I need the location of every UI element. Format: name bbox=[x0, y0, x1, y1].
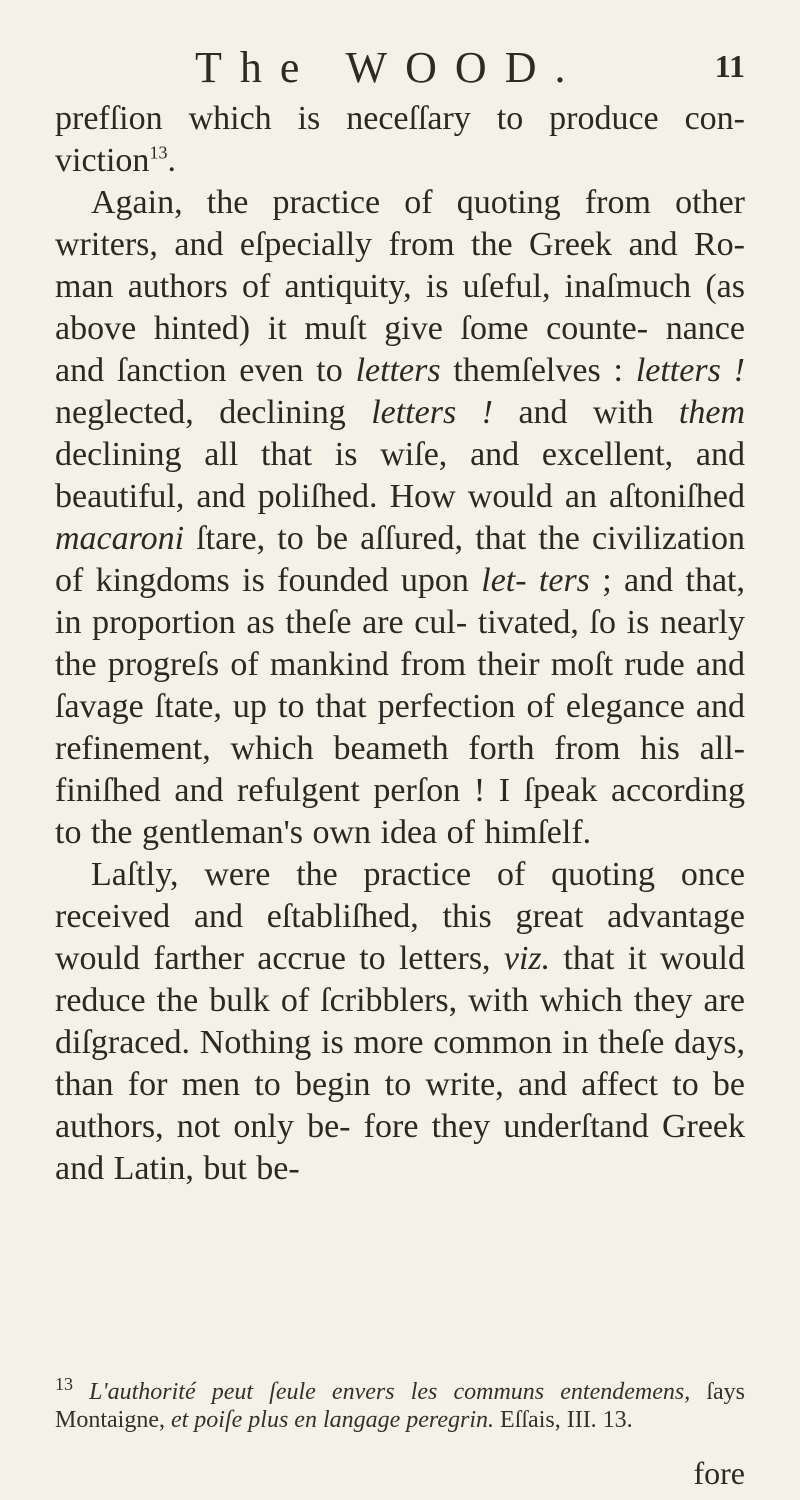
running-title: The WOOD. bbox=[195, 43, 584, 92]
footnote-quote-continued: et poiſe plus en langage peregrin. bbox=[170, 1407, 495, 1433]
paragraph-text: that it would reduce the bulk of ſcribblers, with which they are diſgraced. Nothing is more common in theſe days, than for men to begin to write, and affect to be authors, not only be- fore they underſtand Greek and Latin, but be- bbox=[55, 940, 745, 1187]
footnote bbox=[55, 1374, 745, 1434]
paragraph-text: declining all that is wiſe, and excellent, and beautiful, and poliſhed. How would an aſtoniſhed bbox=[55, 436, 745, 515]
paragraph-text: themſelves : bbox=[440, 352, 636, 389]
italic-term: macaroni bbox=[55, 520, 185, 557]
footnote-quote: L'authorité peut ſeule envers les communs entendemens, bbox=[89, 1379, 691, 1405]
paragraph-text: prefſion which is neceſſary to produce con- viction bbox=[55, 100, 745, 179]
italic-term: them bbox=[678, 394, 745, 431]
footnote-reference: 13 bbox=[149, 142, 168, 163]
footnote-marker: 13 bbox=[55, 1374, 73, 1394]
catchword: fore bbox=[693, 1455, 745, 1491]
paragraph-text: neglected, declining bbox=[55, 394, 372, 431]
paragraph-text: . bbox=[167, 142, 176, 179]
paragraph-text: ſtare, to be aſſured, that the civilization of kingdoms is founded upon bbox=[55, 520, 745, 599]
paragraph-text: ; and that, in proportion as theſe are cul- tivated, ſo is nearly the progreſs of mankind from their moſt rude and ſavage ſtate, up to that perfection of elegance and refinement, which beameth forth from his all-finiſhed and refulgent perſon ! I ſpeak according to the gentleman's own idea of himſelf. bbox=[55, 562, 745, 851]
italic-term: let- ters bbox=[481, 562, 590, 599]
main-text bbox=[55, 98, 745, 1190]
italic-term: letters ! bbox=[371, 394, 493, 431]
italic-term: letters bbox=[355, 352, 441, 389]
paragraph-lastly bbox=[55, 854, 745, 1190]
paragraph-continuation bbox=[55, 98, 745, 182]
paragraph-text: Laſtly, were the practice of quoting once received and eſtabliſhed, this great advantage would farther accrue to letters, bbox=[55, 856, 745, 977]
paragraph-quoting bbox=[55, 182, 745, 854]
italic-term: letters ! bbox=[635, 352, 745, 389]
paragraph-text: and with bbox=[492, 394, 679, 431]
running-head bbox=[55, 38, 745, 92]
footnote-reference-text: Eſſais, III. 13. bbox=[494, 1407, 633, 1433]
footnote-attribution: ſays Montaigne, bbox=[55, 1379, 745, 1433]
page-number: 11 bbox=[714, 48, 745, 84]
paragraph-text: Again, the practice of quoting from other writers, and eſpecially from the Greek and Ro- man authors of antiquity, is uſeful, inaſmuch (as above hinted) it muſt give ſome counte- nance and ſanction even to bbox=[55, 184, 745, 389]
italic-term: viz. bbox=[503, 940, 551, 977]
